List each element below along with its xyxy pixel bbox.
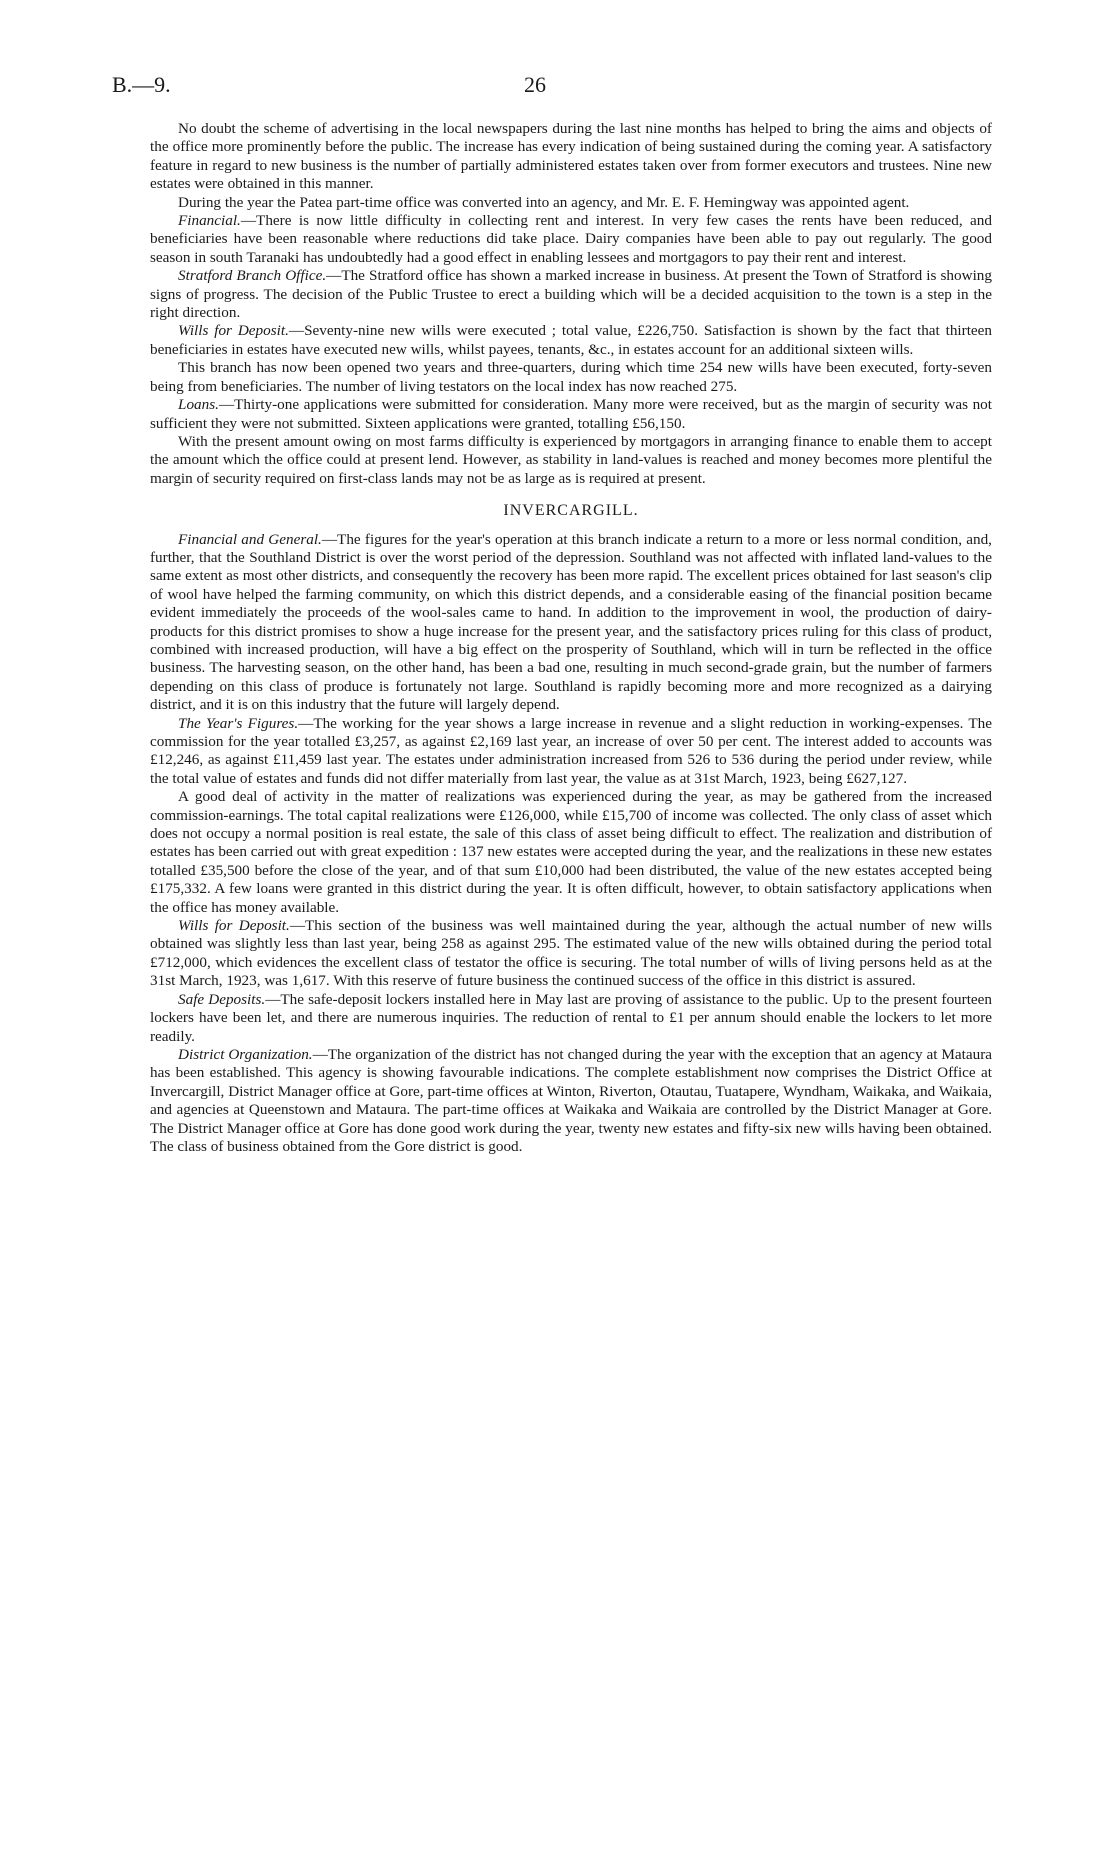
paragraph: This branch has now been opened two years and three-quarters, during which time 254 new wills have been executed, forty-seven being from beneficiaries. The number of living testators on the local index has now reached 275. bbox=[150, 359, 992, 395]
paragraph-heading: Financial and General. bbox=[178, 530, 322, 548]
page-body bbox=[150, 120, 992, 1156]
paragraph: During the year the Patea part-time office was converted into an agency, and Mr. E. F. Hemingway was appointed agent. bbox=[178, 193, 910, 211]
paragraph: Wills for Deposit.—This section of the business was well maintained during the year, although the actual number of new wills obtained was slightly less than last year, being 258 as against 295. The estimated value of the new wills obtained during the period total £712,000, which evidences the excellent class of testator the office is securing. The total number of wills of living persons held as at the 31st March, 1923, was 1,617. With this reserve of future business the continued success of the office in this district is assured. bbox=[150, 917, 993, 990]
paragraph-heading: Financial. bbox=[178, 212, 241, 230]
paragraph: Financial and General.—The figures for the year's operation at this branch indicate a return to a more or less normal condition, and, further, that the Southland District is over the worst period of the depression. Southland was not affected with inflated land-values to the same extent as most other districts, and consequently the recovery has been more rapid. The excellent prices obtained for last season's clip of wool have helped the farming community, on which this district depends, and a considerable easing of the financial position became evident immediately the proceeds of the wool-sales came to hand. In addition to the improvement in wool, the production of dairy-products for this district promises to show a huge increase for the present year, and the satisfactory prices ruling for this class of product, combined with increased production, will have a big effect on the prosperity of Southland, which will in turn be reflected in the office business. The harvesting season, on the other hand, has been a bad one, resulting in much second-grade grain, but the number of farmers depending on this class of produce is fortunately not large. Southland is rapidly becoming more and more recognized as a dairying district, and it is on this industry that the future will largely depend. bbox=[150, 530, 992, 714]
paragraph: No doubt the scheme of advertising in the local newspapers during the last nine months has helped to bring the aims and objects of the office more prominently before the public. The increase has every indication of being sustained during the coming year. A satisfactory feature in regard to new business is the number of partially administered estates taken over from former executors and trustees. Nine new estates were obtained in this manner. bbox=[150, 120, 992, 193]
page-number: 26 bbox=[524, 72, 546, 97]
paragraph: Safe Deposits.—The safe-deposit lockers installed here in May last are proving of assistance to the public. Up to the present fourteen lockers have been let, and there are numerous inquiries. The reduction of rental to £1 per annum should enable the lockers to let more readily. bbox=[150, 990, 992, 1045]
paragraph: District Organization.—The organization of the district has not changed during the year with the exception that an agency at Mataura has been established. This agency is showing favourable indications. The complete establishment now comprises the District Office at Invercargill, District Manager office at Gore, part-time offices at Winton, Riverton, Otautau, Tuatapere, Wyndham, Waikaka, and Waikaia, and agencies at Queenstown and Mataura. The part-time offices at Waikaka and Waikaia are controlled by the District Manager at Gore. The District Manager office at Gore has done good work during the year, twenty new estates and fifty-six new wills having been obtained. The class of business obtained from the Gore district is good. bbox=[150, 1045, 993, 1155]
paragraph: The Year's Figures.—The working for the year shows a large increase in revenue and a slight reduction in working-expenses. The commission for the year totalled £3,257, as against £2,169 last year, an increase of over 50 per cent. The interest added to accounts was £12,246, as against £11,459 last year. The estates under administration increased from 526 to 536 during the period under review, while the total value of estates and funds did not differ materially from last year, the value as at 31st March, 1923, being £627,127. bbox=[150, 714, 992, 787]
paragraph-heading: Loans. bbox=[178, 396, 219, 414]
paragraph: Financial.—There is now little difficulty in collecting rent and interest. In very few cases the rents have been reduced, and beneficiaries have been reasonable where reductions did take place. Dairy companies have been able to pay out regularly. The good season in south Taranaki has undoubtedly had a good effect in enabling lessees and mortgagors to pay their rent and interest. bbox=[150, 212, 992, 266]
paragraph: With the present amount owing on most farms difficulty is experienced by mortgagors in arranging finance to enable them to accept the amount which the office could at present lend. However, as stability in land-values is reached and money becomes more plentiful the margin of security required on first-class lands may not be as large as is required at present. bbox=[150, 432, 992, 487]
document-code: B.—9. bbox=[112, 72, 171, 97]
paragraph-heading: Stratford Branch Office. bbox=[178, 267, 327, 285]
paragraph-heading: Wills for Deposit. bbox=[178, 917, 290, 935]
paragraph: Loans.—Thirty-one applications were submitted for consideration. Many more were received, but as the margin of security was not sufficient they were not submitted. Sixteen applications were granted, totalling £56,150. bbox=[150, 396, 992, 432]
paragraph-heading: District Organization. bbox=[178, 1045, 313, 1063]
paragraph: Wills for Deposit.—Seventy-nine new wills were executed ; total value, £226,750. Satisfaction is shown by the fact that thirteen beneficiaries in estates have executed new wills, whilst payees, tenants, &c., in estates account for an additional sixteen wills. bbox=[150, 322, 993, 358]
page-header bbox=[112, 72, 1002, 100]
paragraph-heading: Safe Deposits. bbox=[178, 990, 266, 1008]
paragraph: Stratford Branch Office.—The Stratford office has shown a marked increase in business. At present the Town of Stratford is showing signs of progress. The decision of the Public Trustee to erect a building which will be a decided acquisition to the town is a step in the right direction. bbox=[150, 267, 992, 322]
section-title: INVERCARGILL. bbox=[503, 502, 639, 520]
paragraph-heading: The Year's Figures. bbox=[178, 714, 299, 732]
paragraph-heading: Wills for Deposit. bbox=[178, 322, 289, 340]
paragraph: A good deal of activity in the matter of realizations was experienced during the year, as may be gathered from the increased commission-earnings. The total capital realizations were £126,000, while £15,700 of income was collected. The only class of asset which does not occupy a normal position is real estate, the sale of this class of asset being difficult to effect. The realization and distribution of estates has been carried out with great expedition : 137 new estates were accepted during the year, and the realizations in these new estates totalled £35,500 before the close of the year, and of that sum £10,000 had been distributed, the value of the new estates accepted being £175,332. A few loans were granted in this district during the year. It is often difficult, however, to obtain satisfactory applications when the office has money available. bbox=[150, 788, 992, 916]
